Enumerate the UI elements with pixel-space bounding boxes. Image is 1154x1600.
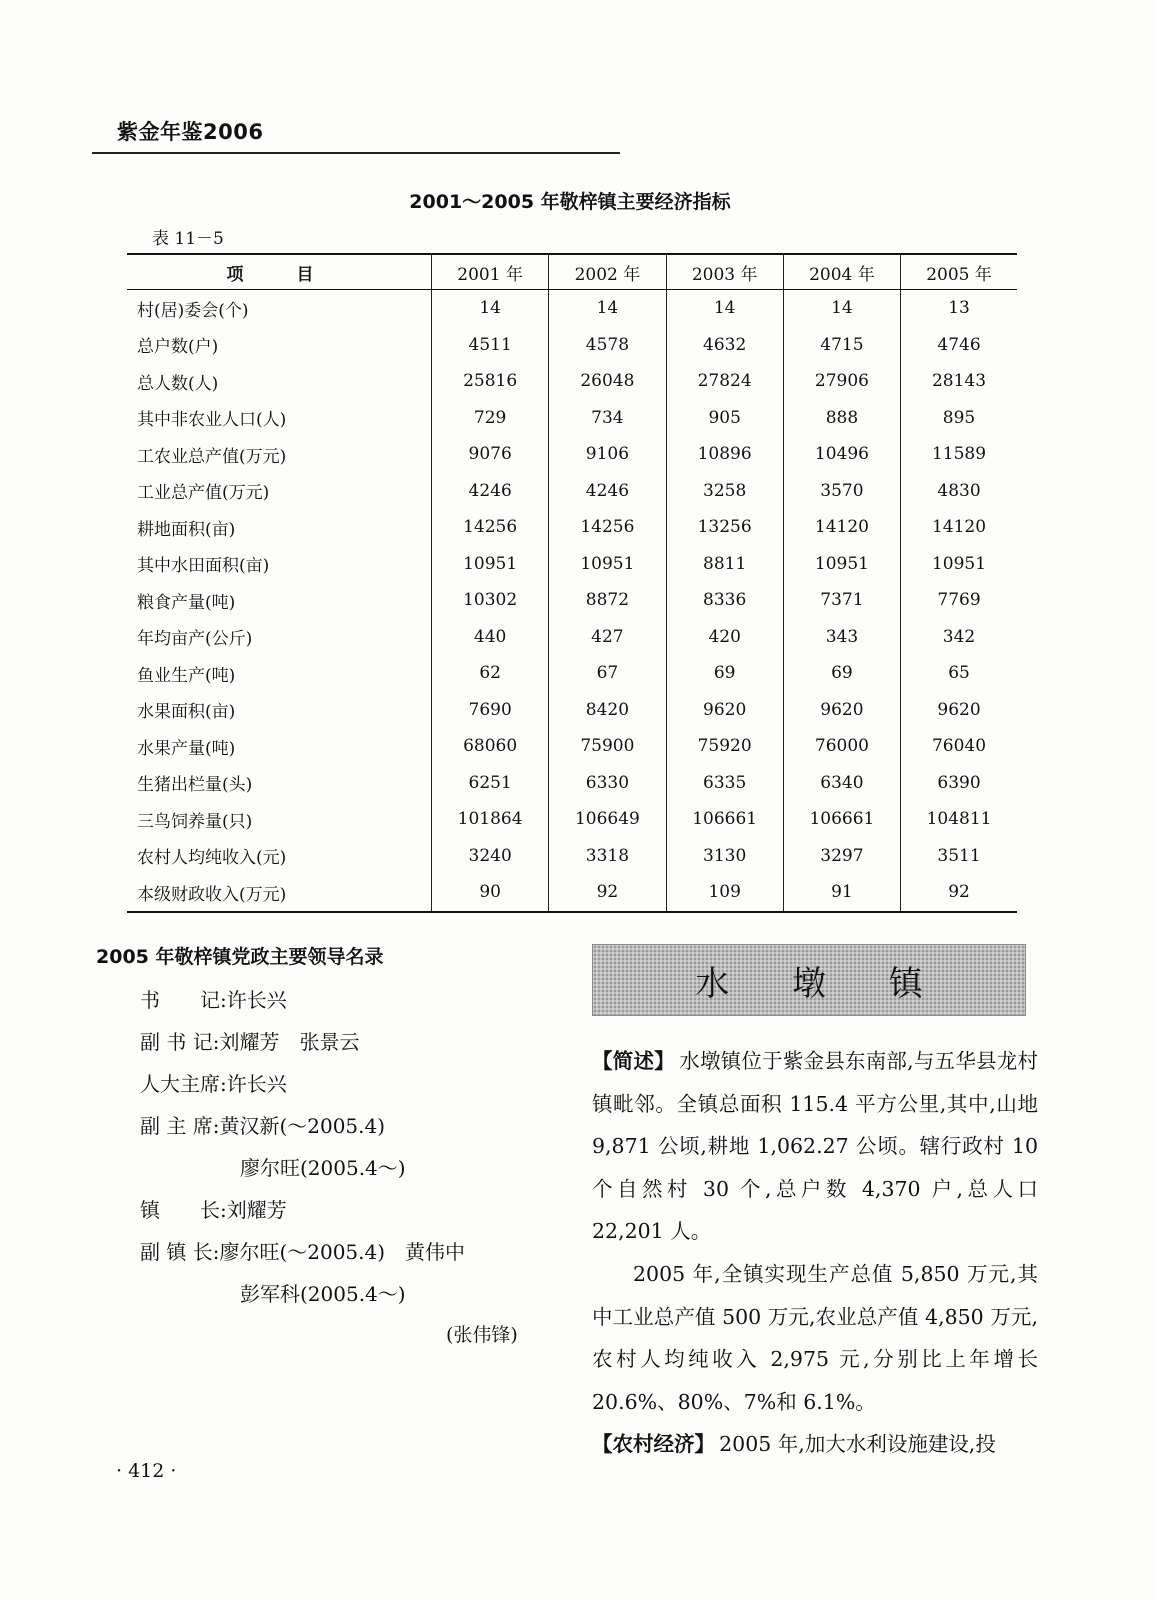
author-signature: (张伟锋) bbox=[446, 1324, 518, 1346]
row-value: 4830 bbox=[901, 473, 1017, 510]
row-value: 4632 bbox=[666, 327, 783, 364]
table-header-row bbox=[127, 254, 1017, 290]
row-label: 耕地面积(亩) bbox=[137, 519, 236, 540]
row-value: 109 bbox=[666, 874, 783, 912]
row-value: 14 bbox=[432, 290, 549, 327]
page-number: · 412 · bbox=[116, 1460, 177, 1482]
row-value: 7769 bbox=[901, 582, 1017, 619]
row-value: 25816 bbox=[432, 363, 549, 400]
row-value: 9106 bbox=[549, 436, 666, 473]
row-value: 8420 bbox=[549, 692, 666, 729]
row-value: 10951 bbox=[783, 546, 900, 583]
section-banner bbox=[592, 944, 1026, 1016]
table-row bbox=[127, 838, 1017, 875]
summary-paragraph: 2005 年,全镇实现生产总值 5,850 万元,其中工业总产值 500 万元,农业总产值 4,850 万元,农村人均纯收入 2,975 元,分别比上年增长 20.6%、80%、7%和 6.1%。 bbox=[592, 1261, 1038, 1414]
intro-paragraph bbox=[592, 1040, 1038, 1253]
leader-line: 副 书 记:刘耀芳 张景云 bbox=[140, 1030, 360, 1054]
leaders-list-title: 2005 年敬梓镇党政主要领导名录 bbox=[96, 946, 384, 968]
column-header-item: 项 目 bbox=[127, 254, 432, 290]
table-row bbox=[127, 546, 1017, 583]
row-label: 总人数(人) bbox=[137, 373, 219, 394]
row-value: 342 bbox=[901, 619, 1017, 656]
row-label: 水果产量(吨) bbox=[137, 738, 236, 759]
row-label: 鱼业生产(吨) bbox=[137, 665, 236, 686]
row-value: 27824 bbox=[666, 363, 783, 400]
row-value: 3240 bbox=[432, 838, 549, 875]
row-value: 888 bbox=[783, 400, 900, 437]
row-value: 28143 bbox=[901, 363, 1017, 400]
column-header-2005: 2005 年 bbox=[901, 254, 1017, 290]
row-value: 9620 bbox=[783, 692, 900, 729]
table-row bbox=[127, 290, 1017, 327]
row-value: 4246 bbox=[549, 473, 666, 510]
row-value: 8336 bbox=[666, 582, 783, 619]
table-row bbox=[127, 327, 1017, 364]
row-value: 6251 bbox=[432, 765, 549, 802]
leader-line: 彭军科(2005.4～) bbox=[240, 1282, 406, 1306]
row-label: 总户数(户) bbox=[137, 337, 219, 358]
row-value: 4246 bbox=[432, 473, 549, 510]
row-value: 6340 bbox=[783, 765, 900, 802]
row-value: 3511 bbox=[901, 838, 1017, 875]
column-header-2003: 2003 年 bbox=[666, 254, 783, 290]
rural-economy-tag: 【农村经济】 bbox=[592, 1432, 715, 1457]
running-header-title: 紫金年鉴2006 bbox=[117, 120, 264, 144]
row-value: 69 bbox=[783, 655, 900, 692]
row-value: 440 bbox=[432, 619, 549, 656]
row-value: 3318 bbox=[549, 838, 666, 875]
row-value: 3258 bbox=[666, 473, 783, 510]
row-label: 粮食产量(吨) bbox=[137, 592, 236, 613]
leader-line: 书 记:许长兴 bbox=[140, 988, 287, 1012]
row-value: 14256 bbox=[432, 509, 549, 546]
column-header-2002: 2002 年 bbox=[549, 254, 666, 290]
row-value: 76040 bbox=[901, 728, 1017, 765]
row-value: 14120 bbox=[901, 509, 1017, 546]
row-value: 10951 bbox=[901, 546, 1017, 583]
intro-text: 水墩镇位于紫金县东南部,与五华县龙村镇毗邻。全镇总面积 115.4 平方公里,其中,山地 9,871 公顷,耕地 1,062.27 公顷。辖行政村 10 个自然村 30 个,总户数 4,370 户,总人口 22,201 人。 bbox=[592, 1049, 1039, 1244]
column-header-2004: 2004 年 bbox=[783, 254, 900, 290]
leader-line: 副 主 席:黄汉新(～2005.4) bbox=[140, 1114, 386, 1138]
table-row bbox=[127, 509, 1017, 546]
table-row bbox=[127, 801, 1017, 838]
intro-tag: 【简述】 bbox=[592, 1049, 675, 1073]
table-row bbox=[127, 473, 1017, 510]
row-value: 62 bbox=[432, 655, 549, 692]
row-value: 343 bbox=[783, 619, 900, 656]
row-label: 生猪出栏量(头) bbox=[137, 775, 253, 796]
row-value: 10951 bbox=[432, 546, 549, 583]
row-value: 4511 bbox=[432, 327, 549, 364]
row-value: 10896 bbox=[666, 436, 783, 473]
row-value: 9076 bbox=[432, 436, 549, 473]
rural-economy-paragraph bbox=[592, 1423, 1038, 1466]
row-value: 905 bbox=[666, 400, 783, 437]
row-value: 14256 bbox=[549, 509, 666, 546]
row-label: 本级财政收入(万元) bbox=[127, 874, 432, 912]
row-value: 3297 bbox=[783, 838, 900, 875]
row-label: 农村人均纯收入(元) bbox=[137, 848, 287, 869]
leader-line: 镇 长:刘耀芳 bbox=[140, 1198, 287, 1222]
row-value: 10302 bbox=[432, 582, 549, 619]
table-row bbox=[127, 363, 1017, 400]
row-value: 76000 bbox=[783, 728, 900, 765]
row-value: 10496 bbox=[783, 436, 900, 473]
row-value: 10951 bbox=[549, 546, 666, 583]
table-title: 2001～2005 年敬梓镇主要经济指标 bbox=[409, 191, 731, 213]
row-value: 8811 bbox=[666, 546, 783, 583]
row-label: 村(居)委会(个) bbox=[137, 300, 249, 321]
row-value: 13256 bbox=[666, 509, 783, 546]
row-label: 其中水田面积(亩) bbox=[137, 556, 270, 577]
column-header-2001: 2001 年 bbox=[432, 254, 549, 290]
leader-line: 廖尔旺(2005.4～) bbox=[240, 1156, 406, 1180]
table-row bbox=[127, 765, 1017, 802]
row-value: 101864 bbox=[432, 801, 549, 838]
row-value: 895 bbox=[901, 400, 1017, 437]
row-value: 3130 bbox=[666, 838, 783, 875]
economic-indicators-table bbox=[127, 253, 1017, 913]
row-value: 14120 bbox=[783, 509, 900, 546]
row-value: 65 bbox=[901, 655, 1017, 692]
rural-economy-text: 2005 年,加大水利设施建设,投 bbox=[719, 1432, 996, 1457]
table-body bbox=[127, 290, 1017, 912]
row-value: 7371 bbox=[783, 582, 900, 619]
row-value: 6335 bbox=[666, 765, 783, 802]
row-value: 26048 bbox=[549, 363, 666, 400]
row-value: 75900 bbox=[549, 728, 666, 765]
row-value: 427 bbox=[549, 619, 666, 656]
row-value: 9620 bbox=[666, 692, 783, 729]
table-row bbox=[127, 400, 1017, 437]
row-value: 68060 bbox=[432, 728, 549, 765]
leader-line: 人大主席:许长兴 bbox=[140, 1072, 287, 1096]
row-value: 104811 bbox=[901, 801, 1017, 838]
row-value: 106661 bbox=[666, 801, 783, 838]
row-label: 水果面积(亩) bbox=[137, 702, 236, 723]
row-value: 729 bbox=[432, 400, 549, 437]
row-value: 3570 bbox=[783, 473, 900, 510]
table-row bbox=[127, 655, 1017, 692]
row-value: 69 bbox=[666, 655, 783, 692]
table-row bbox=[127, 692, 1017, 729]
section-body bbox=[592, 1040, 1038, 1466]
table-row bbox=[127, 619, 1017, 656]
row-value: 14 bbox=[783, 290, 900, 327]
row-label: 工业总产值(万元) bbox=[137, 483, 270, 504]
row-value: 4746 bbox=[901, 327, 1017, 364]
row-value: 8872 bbox=[549, 582, 666, 619]
row-value: 106649 bbox=[549, 801, 666, 838]
row-value: 92 bbox=[901, 874, 1017, 912]
row-value: 11589 bbox=[901, 436, 1017, 473]
table-row bbox=[127, 582, 1017, 619]
row-value: 91 bbox=[783, 874, 900, 912]
row-value: 9620 bbox=[901, 692, 1017, 729]
row-value: 14 bbox=[549, 290, 666, 327]
row-value: 92 bbox=[549, 874, 666, 912]
table-row bbox=[127, 728, 1017, 765]
leader-line: 副 镇 长:廖尔旺(～2005.4) 黄伟中 bbox=[140, 1240, 466, 1264]
row-value: 420 bbox=[666, 619, 783, 656]
row-value: 6390 bbox=[901, 765, 1017, 802]
row-label: 年均亩产(公斤) bbox=[137, 629, 253, 650]
row-label: 工农业总产值(万元) bbox=[137, 446, 287, 467]
row-value: 734 bbox=[549, 400, 666, 437]
row-label: 三鸟饲养量(只) bbox=[137, 811, 253, 832]
row-value: 4578 bbox=[549, 327, 666, 364]
row-value: 106661 bbox=[783, 801, 900, 838]
row-value: 75920 bbox=[666, 728, 783, 765]
row-label: 其中非农业人口(人) bbox=[137, 410, 287, 431]
row-value: 27906 bbox=[783, 363, 900, 400]
table-row bbox=[127, 874, 1017, 912]
table-row bbox=[127, 436, 1017, 473]
row-value: 4715 bbox=[783, 327, 900, 364]
header-rule bbox=[92, 152, 620, 154]
table-number: 表 11－5 bbox=[152, 229, 224, 249]
row-value: 7690 bbox=[432, 692, 549, 729]
row-value: 90 bbox=[432, 874, 549, 912]
row-value: 6330 bbox=[549, 765, 666, 802]
section-title: 水 墩 镇 bbox=[695, 963, 949, 1004]
row-value: 14 bbox=[666, 290, 783, 327]
row-value: 67 bbox=[549, 655, 666, 692]
row-value: 13 bbox=[901, 290, 1017, 327]
